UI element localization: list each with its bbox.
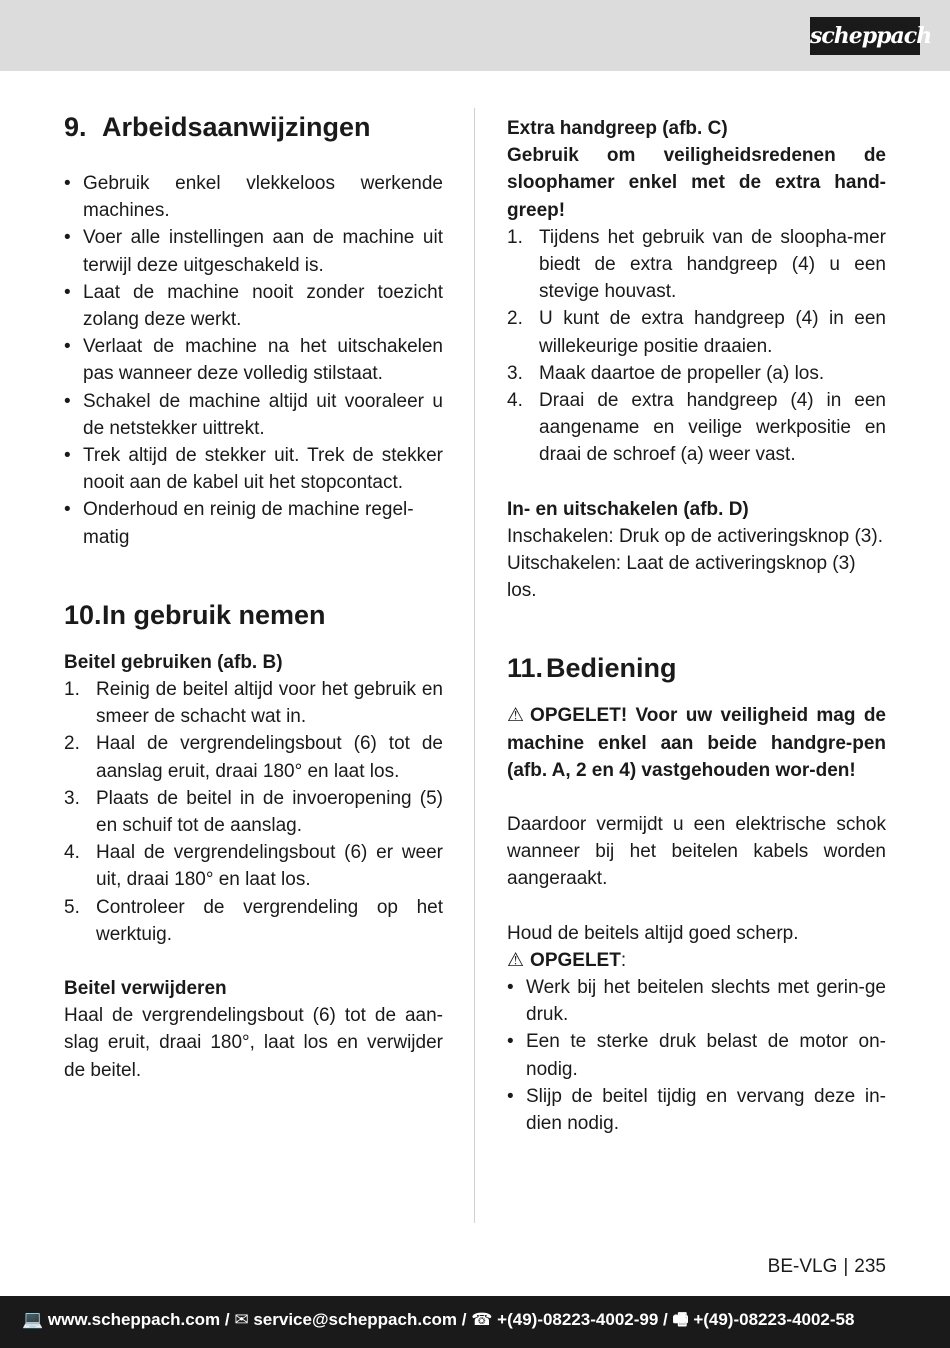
section-title: In gebruik nemen xyxy=(102,599,326,630)
phone-number: +(49)-08223-4002-99 xyxy=(497,1310,659,1329)
list-item: • Een te sterke druk belast de motor on-nodig. xyxy=(507,1031,886,1080)
left-column xyxy=(64,108,443,1084)
opgelet-label-line: ⚠ OPGELET: xyxy=(507,947,886,974)
section-11-heading xyxy=(507,650,886,686)
operation-bullets xyxy=(507,974,886,1137)
operation-warning: ⚠ OPGELET! Voor uw veiligheid mag de machine enkel aan beide handgre-pen (afb. A, 2 en 4) vastgehouden wor-den! xyxy=(507,702,886,784)
website-link[interactable]: www.scheppach.com xyxy=(47,1310,221,1329)
list-item: • Voer alle instellingen aan de machine uit terwijl deze uitgeschakeld is. xyxy=(64,227,443,276)
list-item: • Trek altijd de stekker uit. Trek de stekker nooit aan de kabel uit het stopcontact. xyxy=(64,445,443,494)
warning-icon: ⚠ xyxy=(507,705,525,727)
list-item: • Werk bij het beitelen slechts met gerin-ge druk. xyxy=(507,977,886,1026)
header-bar xyxy=(0,0,950,71)
list-item: 1. Tijdens het gebruik van de sloopha-mer biedt de extra handgreep (4) u een stevige houvast. xyxy=(507,226,886,303)
fax-icon: 🖷 xyxy=(672,1310,689,1329)
subheading-beitel-gebruiken: Beitel gebruiken (afb. B) xyxy=(64,651,283,673)
beitel-use-steps xyxy=(64,676,443,948)
list-item: 2. U kunt de extra handgreep (4) in een willekeurige positie draaien. xyxy=(507,308,886,357)
email-icon: ✉ xyxy=(234,1310,249,1329)
warning-icon: ⚠ xyxy=(507,949,525,971)
section-title: Bediening xyxy=(546,653,677,684)
switch-off-text: Uitschakelen: Laat de activeringsknop (3) los. xyxy=(507,553,856,602)
extra-grip-warning: Gebruik om veiligheidsredenen de sloophamer enkel met de extra hand-greep! xyxy=(507,145,886,221)
footer-separator: / xyxy=(663,1310,668,1329)
list-item: 1. Reinig de beitel altijd voor het gebruik en smeer de schacht wat in. xyxy=(64,679,443,728)
page-number xyxy=(768,1256,886,1278)
subheading-beitel-verwijderen: Beitel verwijderen xyxy=(64,978,227,1000)
footer-separator: / xyxy=(224,1310,230,1329)
list-item: 2. Haal de vergrendelingsbout (6) tot de aanslag eruit, draai 180° en laat los. xyxy=(64,733,443,782)
section-10-heading xyxy=(64,597,443,633)
list-item: 5. Controleer de vergrendeling op het werktuig. xyxy=(64,896,443,945)
contact-footer xyxy=(0,1296,950,1348)
footer-separator: / xyxy=(461,1310,467,1329)
email-link[interactable]: service@scheppach.com xyxy=(253,1310,458,1329)
list-item: • Gebruik enkel vlekkeloos werkende machines. xyxy=(64,173,443,222)
work-instructions-list xyxy=(64,170,443,551)
column-divider xyxy=(474,108,475,1223)
page-number-value: 235 xyxy=(854,1256,886,1277)
beitel-remove-text: Haal de vergrendelingsbout (6) tot de aan-slag eruit, draai 180°, laat los en verwijder de beitel. xyxy=(64,1005,443,1081)
section-number: 10. xyxy=(64,599,102,630)
list-item: • Schakel de machine altijd uit vooraleer u de netstekker uittrekt. xyxy=(64,390,443,439)
page-region: BE-VLG xyxy=(767,1256,838,1277)
list-item: • Slijp de beitel tijdig en vervang deze in-dien nodig. xyxy=(507,1085,886,1135)
section-9-heading xyxy=(64,109,443,145)
list-item: 4. Draai de extra handgreep (4) in een aangename en veilige werkpositie en draai de schroef (a) weer vast. xyxy=(507,390,886,466)
list-item: 3. Maak daartoe de propeller (a) los. xyxy=(507,362,825,384)
list-item: • Laat de machine nooit zonder toezicht zolang deze werkt. xyxy=(64,281,443,331)
switch-on-text: Inschakelen: Druk op de activeringsknop (3). xyxy=(507,525,883,547)
right-column xyxy=(507,115,886,1137)
list-item: 3. Plaats de beitel in de invoeropening (5) en schuif tot de aanslag. xyxy=(64,787,443,837)
section-title: Arbeidsaanwijzingen xyxy=(102,112,371,142)
section-number: 11. xyxy=(507,653,544,684)
subheading-extra-handgreep: Extra handgreep (afb. C) xyxy=(507,118,728,139)
scheppach-logo: scheppach xyxy=(810,17,920,55)
fax-number: +(49)-08223-4002-58 xyxy=(693,1310,855,1329)
computer-icon: 💻 xyxy=(22,1310,44,1329)
subheading-in-uitschakelen: In- en uitschakelen (afb. D) xyxy=(507,498,749,520)
phone-icon: ☎ xyxy=(471,1310,493,1329)
list-item: 4. Haal de vergrendelingsbout (6) er weer uit, draai 180° en laat los. xyxy=(64,842,443,891)
list-item: • Onderhoud en reinig de machine regel-matig xyxy=(64,499,414,548)
operation-paragraph-1: Daardoor vermijdt u een elektrische schok wanneer bij het beitelen kabels worden aangeraakt. xyxy=(507,814,886,890)
section-number: 9. xyxy=(64,112,87,142)
extra-grip-steps xyxy=(507,224,886,469)
operation-paragraph-2: Houd de beitels altijd goed scherp. xyxy=(507,922,799,944)
list-item: • Verlaat de machine na het uitschakelen pas wanneer deze volledig stilstaat. xyxy=(64,336,443,385)
page-separator: | xyxy=(843,1256,849,1277)
